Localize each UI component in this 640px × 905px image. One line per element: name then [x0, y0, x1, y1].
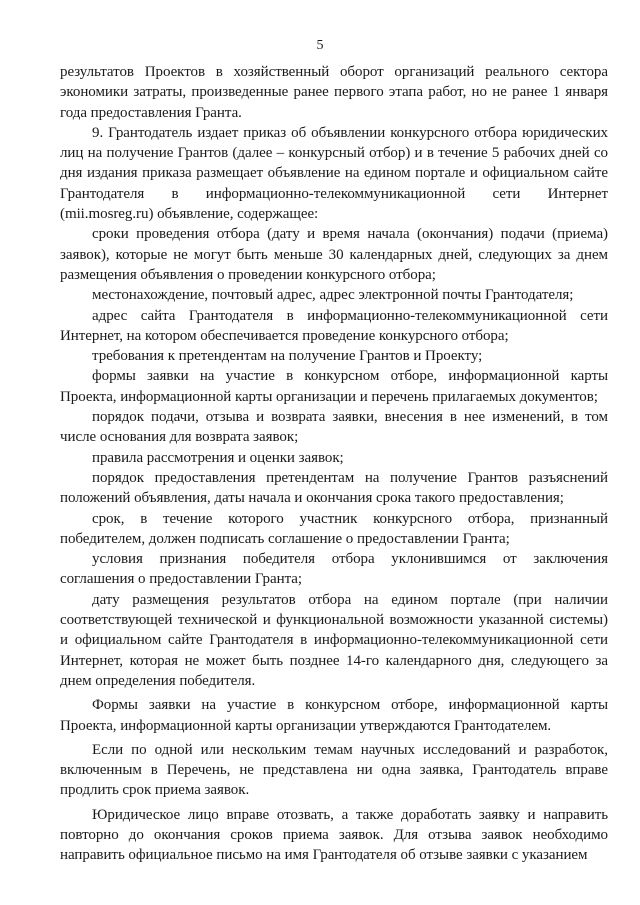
document-body: [60, 62, 608, 866]
paragraph-extension: Если по одной или нескольким темам научных исследований и разработок, включенным в Перечень, не представлена ни одна заявка, Грантодатель вправе продлить срок приема заявок.: [60, 741, 608, 799]
page-number: 5: [316, 38, 324, 53]
paragraph-results-date: дату размещения результатов отбора на едином портале (при наличии соответствующей технической и функциональной возможности указанной системы) и официальном сайте Грантодателя в информационно-телекоммуникационной сети Интернет, которая не может быть позднее 14-го календарного дня, следующего за днем определения победителя.: [60, 591, 608, 689]
paragraph-deadlines: сроки проведения отбора (дату и время начала (окончания) подачи (приема) заявок), которые не могут быть меньше 30 календарных дней, следующих за днем размещения объявления о проведении конкурсного отбора;: [60, 226, 608, 283]
paragraph-submission-order: порядок подачи, отзыва и возврата заявки, внесения в нее изменений, в том числе основания для возврата заявок;: [60, 409, 608, 446]
paragraph-application-forms: формы заявки на участие в конкурсном отборе, информационной карты Проекта, информационной карты организации и перечень прилагаемых документов;: [60, 368, 608, 405]
paragraph-review-rules: правила рассмотрения и оценки заявок;: [92, 449, 344, 466]
paragraph-site-address: адрес сайта Грантодателя в информационно-телекоммуникационной сети Интернет, на котором обеспечивается проведение конкурсного отбора;: [60, 307, 608, 344]
paragraph-evasion-conditions: условия признания победителя отбора уклонившимся от заключения соглашения о предоставлении Гранта;: [60, 551, 608, 588]
paragraph-location: местонахождение, почтовый адрес, адрес электронной почты Грантодателя;: [92, 287, 574, 304]
paragraph-item-9: 9. Грантодатель издает приказ об объявлении конкурсного отбора юридических лиц на получение Грантов (далее – конкурсный отбор) и в течение 5 рабочих дней со дня издания приказа размещает объявление на едином портале и официальном сайте Грантодателя в информационно-телекоммуникационной сети Интернет (mii.mosreg.ru) объявление, содержащее:: [60, 124, 608, 223]
paragraph-continuation: результатов Проектов в хозяйственный оборот организаций реального сектора экономики затраты, произведенные ранее первого этапа работ, но не ранее 1 января года предоставления Гранта.: [60, 64, 608, 121]
paragraph-withdrawal: Юридическое лицо вправе отозвать, а также доработать заявку и направить повторно до окончания сроков приема заявок. Для отзыва заявок необходимо направить официальное письмо на имя Грантодателя об отзыве заявки с указанием: [60, 806, 608, 864]
paragraph-clarifications: порядок предоставления претендентам на получение Грантов разъяснений положений объявления, даты начала и окончания срока такого предоставления;: [60, 469, 608, 507]
paragraph-signing-deadline: срок, в течение которого участник конкурсного отбора, признанный победителем, должен подписать соглашение о предоставлении Гранта;: [60, 510, 608, 547]
paragraph-requirements: требования к претендентам на получение Грантов и Проекту;: [92, 348, 483, 365]
paragraph-forms-approval: Формы заявки на участие в конкурсном отборе, информационной карты Проекта, информационной карты организации утверждаются Грантодателем.: [60, 697, 608, 734]
